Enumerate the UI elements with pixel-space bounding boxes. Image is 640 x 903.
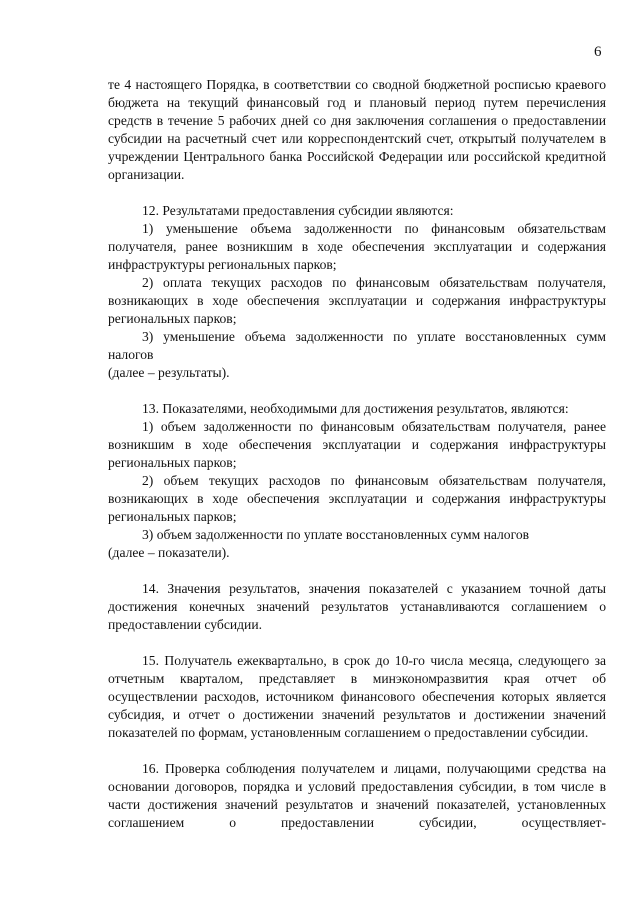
clause-12-footer: (далее – результаты). <box>108 365 230 380</box>
document-body <box>108 76 606 832</box>
clause-13-heading: 13. Показателями, необходимыми для достижения результатов, являются: <box>142 401 569 416</box>
clause-13-item-1: 1) объем задолженности по финансовым обязательствам получателя, ранее возникшим в ходе обеспечения эксплуатации и содержания инфраструктуры региональных парков; <box>108 419 606 470</box>
page-number: 6 <box>594 44 602 60</box>
clause-13-item-2: 2) объем текущих расходов по финансовым обязательствам получателя, возникающих в ходе обеспечения эксплуатации и содержания инфраструктуры региональных парков; <box>108 473 606 524</box>
clause-15: 15. Получатель ежеквартально, в срок до 10-го числа месяца, следующего за отчетным кварталом, представляет в минэкономразвития края отчет об осуществлении расходов, источником финансового обеспечения которых является субсидия, и отчет о достижении значений результатов и достижении значений показателей по формам, установленным соглашением о предоставлении субсидии. <box>108 653 606 740</box>
paragraph-continuation: те 4 настоящего Порядка, в соответствии со сводной бюджетной росписью краевого бюджета на текущий финансовый год и плановый период путем перечисления средств в течение 5 рабочих дней со дня заключения соглашения о предоставлении субсидии на расчетный счет или корреспондентский счет, открытый получателем в учреждении Центрального банка Российской Федерации или российской кредитной организации. <box>108 77 606 182</box>
clause-13-footer: (далее – показатели). <box>108 545 230 560</box>
clause-14: 14. Значения результатов, значения показателей с указанием точной даты достижения конечных значений результатов устанавливаются соглашением о предоставлении субсидии. <box>108 581 606 632</box>
clause-12-item-3: 3) уменьшение объема задолженности по уплате восстановленных сумм налогов <box>108 329 606 362</box>
clause-13-item-3: 3) объем задолженности по уплате восстановленных сумм налогов <box>142 527 530 542</box>
clause-12-item-1: 1) уменьшение объема задолженности по финансовым обязательствам получателя, ранее возникшим в ходе обеспечения эксплуатации и содержания инфраструктуры региональных парков; <box>108 221 606 272</box>
clause-16: 16. Проверка соблюдения получателем и лицами, получающими средства на основании договоров, порядка и условий предоставления субсидии, в том числе в части достижения значений результатов и значений показателей, установленных соглашением о предоставлении субсидии, осуществляет- <box>108 761 606 830</box>
clause-12-heading: 12. Результатами предоставления субсидии являются: <box>142 203 454 218</box>
clause-12-item-2: 2) оплата текущих расходов по финансовым обязательствам получателя, возникающих в ходе обеспечения эксплуатации и содержания инфраструктуры региональных парков; <box>108 275 606 326</box>
